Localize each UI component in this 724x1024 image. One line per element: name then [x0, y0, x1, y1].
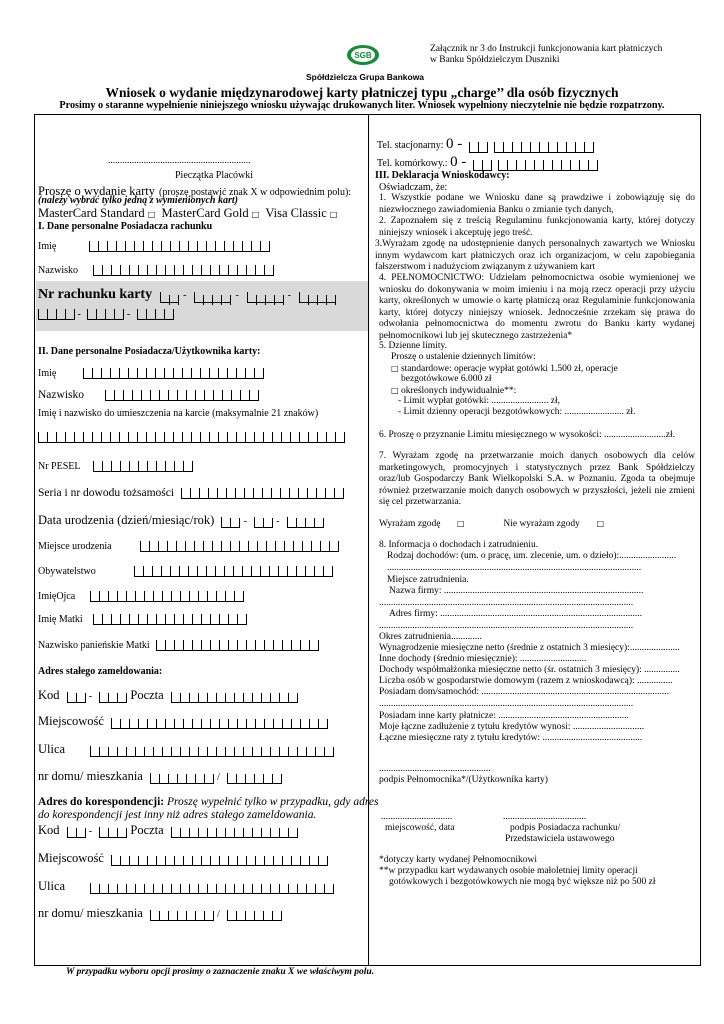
employment-period: Okres zatrudnienia............. [379, 632, 482, 642]
dob-day-field[interactable] [221, 517, 240, 528]
card-option-standard: MasterCard Standard [38, 206, 145, 220]
birthplace-field[interactable] [140, 541, 339, 552]
city-field[interactable] [111, 718, 328, 729]
owner-first-name-row [38, 241, 270, 252]
postcode-label: Kod [38, 688, 60, 702]
dob-year-field[interactable] [287, 517, 324, 528]
corr-house-row [38, 906, 282, 921]
declaration-2: 2. Zapoznałem się z treścią Regulaminu funkcjonowania karty, której dotyczy niniejszy wniosek i akceptuję jego treść. [379, 216, 695, 238]
landline-prefix: 0 - [446, 136, 463, 152]
city-row [38, 714, 328, 729]
street-label: Ulica [38, 742, 66, 756]
footnote-2-cont: gotówkowych i bezgotówkowych nie mogą być większe niż po 500 zł [389, 877, 656, 887]
footer-note: W przypadku wyboru opcji prosimy o zaznaczenie znaku X we właściwym polu. [66, 967, 375, 977]
city-label: Miejscowość [38, 714, 104, 728]
account-field-3[interactable] [247, 292, 284, 303]
id-document-label: Seria i nr dowodu tożsamości [38, 487, 175, 499]
checkbox-visa[interactable]: □ [329, 210, 338, 219]
mother-maiden-field[interactable] [156, 640, 319, 651]
limit-cash: - Limit wypłat gotówki: ........................ zł, [398, 396, 561, 406]
stamp-dots: ............................................................ [108, 156, 251, 166]
credit-rates: Łączne miesięczne raty z tytułu kredytów: .......................................... [379, 733, 643, 743]
spouse-income: Dochody współmałżonka miesięczne netto (śr. ostatnich 3 miesięcy): ............... [379, 665, 680, 675]
card-option-gold: MasterCard Gold [161, 206, 249, 220]
flat-field[interactable] [227, 773, 282, 784]
user-first-name-label: Imię [38, 368, 57, 379]
account-dash: - [77, 309, 81, 320]
corr-house-slash: / [217, 909, 220, 920]
declaration-6-monthly-limit: 6. Proszę o przyznanie Limitu miesięcznego w wysokości: ..........................zł. [379, 430, 676, 440]
account-field-4[interactable] [299, 292, 336, 303]
citizenship-row [38, 566, 333, 577]
stamp-label: Pieczątka Placówki [175, 170, 254, 181]
owner-signature-label: podpis Posiadacza rachunku/ [510, 823, 621, 833]
sgb-brand-name: Spółdzielcza Grupa Bankowa [305, 72, 425, 82]
id-document-field[interactable] [181, 488, 344, 499]
correspondence-note: Proszę wypełnić tylko w przypadku, gdy adres [166, 796, 379, 808]
birthplace-row [38, 541, 339, 552]
mother-name-label: Imię Matki [38, 614, 83, 625]
column-divider [368, 114, 369, 966]
corr-city-field[interactable] [111, 855, 328, 866]
landline-label: Tel. stacjonarny: [377, 140, 444, 151]
corr-post-office-field[interactable] [171, 827, 298, 838]
limit-cashless: - Limit dzienny operacji bezgotówkowych: ......................... zł. [398, 407, 636, 417]
account-field-5[interactable] [38, 309, 75, 320]
mother-name-field[interactable] [93, 614, 247, 625]
checkbox-standard-limits[interactable]: □ [391, 364, 399, 373]
net-salary: Wynagrodzenie miesięczne netto (średnie z ostatnich 3 miesięcy):..................... [379, 643, 680, 653]
landline-number-field[interactable] [494, 142, 594, 153]
postcode-field-1[interactable] [67, 692, 86, 703]
corr-postcode-field-1[interactable] [67, 827, 86, 838]
card-option-visa: Visa Classic [265, 206, 327, 220]
account-field-1[interactable] [160, 292, 179, 303]
owner-signature-dots: ................................... [503, 812, 587, 822]
corr-postcode-label: Kod [38, 823, 60, 837]
section-1-title: I. Dane personalne Posiadacza rachunku [38, 221, 213, 232]
other-cards: Posiadam inne karty płatnicze: ....................................................... [379, 711, 629, 721]
declaration-1: 1. Wszystkie podane we Wniosku dane są prawdziwe i zobowiązuję się do niezwłocznego zawiadomienia Banku o zmianie tych danych, [379, 193, 695, 215]
corr-post-office-label: Poczta [130, 823, 164, 837]
card-name-field[interactable] [38, 432, 345, 443]
account-dash: - [126, 309, 131, 320]
footnote-2: **w przypadku kart wydawanych osobie małoletniej limity operacji [379, 866, 638, 876]
postcode-field-2[interactable] [99, 692, 127, 703]
declaration-8-income: 8. Informacja o dochodach i zatrudnieniu. [379, 540, 539, 550]
account-field-2[interactable] [194, 292, 231, 303]
checkbox-standard[interactable]: □ [147, 210, 156, 219]
street-field[interactable] [90, 746, 334, 757]
account-dash: - [235, 290, 239, 301]
father-name-label: ImięOjca [38, 591, 76, 602]
credit-debt: Moje łączne zadłużenie z tytułu kredytów wynosi: .............................. [379, 722, 645, 732]
owner-first-name-field[interactable] [89, 241, 270, 252]
citizenship-label: Obywatelstwo [38, 566, 96, 577]
birthplace-label: Miejsce urodzenia [38, 541, 112, 552]
sgb-logo [305, 44, 425, 84]
owner-last-name-field[interactable] [93, 265, 274, 276]
street-row [38, 742, 334, 757]
account-field-7[interactable] [137, 309, 174, 320]
consent-row [379, 518, 604, 531]
mother-maiden-label: Nazwisko panieńskie Matki [38, 640, 150, 651]
owner-last-name-row [38, 265, 274, 276]
corr-city-label: Miejscowość [38, 851, 104, 865]
household-size: Liczba osób w gospodarstwie domowym (razem z wnioskodawcą): ............... [379, 676, 673, 686]
property-owned: Posiadam dom/samochód: ............................................................................... [379, 687, 670, 697]
house-field[interactable] [150, 773, 214, 784]
card-name-row [34, 432, 345, 443]
other-income: Inne dochody (średnio miesięcznie): ............................ [379, 654, 587, 664]
account-number-label: Nr rachunku karty [38, 287, 153, 302]
form-subtitle: Prosimy o staranne wypełnienie niniejszego wniosku używając drukowanych liter. Wniosek wypełniony nieczytelnie nie będzie rozpatrzony. [59, 100, 665, 111]
user-first-name-row [38, 368, 264, 379]
annex-line-1: Załącznik nr 3 do Instrukcji funkcjonowania kart płatniczych [430, 44, 663, 54]
card-name-label: Imię i nazwisko do umieszczenia na karcie (maksymalnie 21 znaków) [38, 408, 319, 419]
checkbox-gold[interactable]: □ [251, 210, 260, 219]
company-name: Nazwa firmy: .................................................................................... [389, 586, 644, 596]
user-signature-label: podpis Pełnomocnika*/(Użytkownika karty) [379, 775, 548, 785]
corr-flat-field[interactable] [227, 910, 282, 921]
consent-disagree-label: Nie wyrażam zgody [503, 519, 580, 529]
user-signature-dots: ............................................... [379, 764, 491, 774]
checkbox-agree[interactable]: □ [457, 519, 465, 528]
mother-maiden-row [38, 640, 319, 651]
company-address-dots: ........................................................................................................... [379, 621, 634, 631]
limits-intro: Proszę o ustalenie dziennych limitów: [391, 352, 536, 362]
footnote-1: *dotyczy karty wydanej Pełnomocnikowi [379, 855, 538, 865]
user-last-name-label: Nazwisko [38, 389, 84, 401]
mobile-number-field[interactable] [498, 160, 598, 171]
declaration-3: 3.Wyrażam zgodę na udostępnienie danych personalnych zawartych we Wniosku innym wydawcom kart płatniczych oraz ich organizacjom, w celu zapobiegania fałszerstwom i nadużyciom związanym z używaniem kart [375, 239, 695, 273]
company-dots: ........................................................................................................... [379, 598, 634, 608]
landline-area-field[interactable] [469, 142, 488, 153]
section-3-title: III. Deklaracja Wnioskodawcy: [375, 170, 510, 181]
correspondence-title: Adres do korespondencji: [38, 796, 165, 808]
pesel-row [38, 461, 193, 472]
corr-street-field[interactable] [90, 883, 334, 894]
dob-dash: - [243, 516, 247, 527]
mobile-label: Tel. komórkowy.: [377, 158, 448, 169]
id-document-row [38, 487, 344, 499]
house-slash: / [217, 772, 220, 783]
card-request-italic: (należy wybrać tylko jedną z wymienionych kart) [38, 195, 238, 206]
place-date-label: miejscowość, data [385, 823, 455, 833]
mother-name-row [38, 614, 247, 625]
father-name-field[interactable] [90, 591, 244, 602]
checkbox-custom-limits[interactable]: □ [391, 386, 399, 395]
declaration-4-power-of-attorney: 4. PEŁNOMOCNICTWO: Udzielam pełnomocnictwa osobie wymienionej we wniosku do dokonywania w moim imieniu i na moją rzecz operacji przy użyciu karty, określonych w umowie o kartę płatniczą oraz Regulaminie funkcjonowania karty, której dotyczy niniejszy wniosek. Jednocześnie zrzekam się prawa do odwołania pełnomocnictwa do momentu zwrotu do Banku karty wydanej pełnomocnikowi lub jej skutecznego zastrzeżenia* [379, 273, 695, 341]
house-row [38, 769, 282, 784]
user-last-name-field[interactable] [105, 390, 259, 401]
limits-custom-label: określonych indywidualnie**: [400, 386, 517, 396]
card-request-main: Proszę o wydanie karty [38, 184, 155, 198]
postcode-row [38, 688, 298, 703]
post-office-label: Poczta [130, 688, 164, 702]
income-source: Rodzaj dochodów: (um. o pracę, um. zlecenie, um. o dzieło):........................ [387, 551, 677, 561]
limits-standard-label: standardowe: operacje wypłat gotówki 1.500 zł, operacje [400, 364, 618, 374]
dob-month-field[interactable] [254, 517, 273, 528]
place-date-dots: .............................. [381, 812, 453, 822]
user-first-name-field[interactable] [83, 368, 264, 379]
property-dots: ........................................................................................................... [379, 699, 634, 709]
sgb-logo-icon [345, 44, 381, 66]
account-number-row-2 [34, 309, 174, 320]
corr-house-label: nr domu/ mieszkania [38, 906, 143, 920]
limits-standard-cont: bezgotówkowe 6.000 zł [401, 374, 492, 384]
user-last-name-row [38, 389, 259, 401]
dob-row [38, 513, 324, 528]
card-options [38, 206, 337, 221]
owner-representative-label: Przedstawiciela ustawowego [505, 834, 615, 844]
corr-postcode-dash: - [88, 826, 93, 837]
annex-line-2: w Banku Spółdzielczym Duszniki [430, 55, 560, 65]
postcode-dash: - [88, 691, 93, 702]
landline-row [377, 136, 594, 153]
form-title: Wniosek o wydanie międzynarodowej karty płatniczej typu „charge’’ dla osób fizycznych [105, 85, 619, 100]
card-request-note: (proszę postawić znak X w odpowiednim polu): [158, 187, 352, 198]
citizenship-field[interactable] [134, 566, 333, 577]
correspondence-title-row [38, 796, 379, 808]
mobile-row [377, 154, 598, 171]
dob-dash: - [276, 516, 280, 527]
company-address: Adres firmy: ..................................................................................... [389, 609, 643, 619]
corr-house-field[interactable] [150, 910, 214, 921]
mobile-prefix: 0 - [450, 154, 467, 170]
corr-street-row [38, 879, 334, 894]
section-2-title: II. Dane personalne Posiadacza/Użytkownika karty: [38, 346, 261, 357]
corr-city-row [38, 851, 328, 866]
house-label: nr domu/ mieszkania [38, 769, 143, 783]
pesel-field[interactable] [93, 461, 193, 472]
declaration-7-marketing: 7. Wyrażam zgodę na przetwarzanie moich danych osobowych dla celów marketingowych, promocyjnych i statystycznych przez Bank Spółdzielczy oraz/lub Gospodarczy Bank Wielkopolski S.A. w Poznaniu. Zgoda ta obejmuje również przetwarzanie moich danych osobowych w przyszłości, jeżeli nie zmieni się cel przetwarzania. [379, 451, 695, 508]
post-office-field[interactable] [171, 692, 298, 703]
declaration-5: 5. Dzienne limity. [379, 341, 447, 351]
correspondence-note-2: do korespondencji jest inny niż adres stałego zameldowania. [38, 809, 317, 821]
corr-street-label: Ulica [38, 879, 66, 893]
permanent-address-title: Adres stałego zameldowania: [38, 666, 163, 677]
owner-last-name-label: Nazwisko [38, 265, 78, 276]
corr-postcode-field-2[interactable] [99, 827, 127, 838]
checkbox-disagree[interactable]: □ [596, 519, 605, 528]
declare-intro: Oświadczam, że: [379, 182, 448, 193]
income-dots: ........................................................................................................... [387, 563, 642, 573]
workplace-label: Miejsce zatrudnienia. [387, 575, 469, 585]
corr-postcode-row [38, 823, 298, 838]
account-field-6[interactable] [87, 309, 124, 320]
account-number-row-1 [38, 285, 336, 303]
dob-label: Data urodzenia (dzień/miesiąc/rok) [38, 513, 215, 527]
owner-first-name-label: Imię [38, 241, 57, 252]
svg-text:SGB: SGB [354, 51, 372, 60]
account-dash: - [183, 290, 187, 301]
account-dash: - [287, 290, 292, 301]
pesel-label: Nr PESEL [38, 461, 81, 472]
father-name-row [38, 591, 244, 602]
consent-agree-label: Wyrażam zgodę [379, 519, 441, 529]
